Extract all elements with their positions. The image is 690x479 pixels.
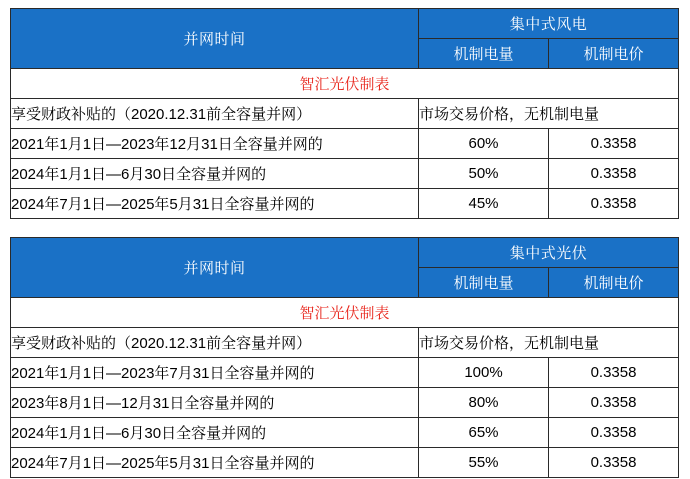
row-price: 0.3358 bbox=[549, 448, 679, 478]
row-price: 0.3358 bbox=[549, 388, 679, 418]
row-time: 2024年7月1日—2025年5月31日全容量并网的 bbox=[11, 448, 419, 478]
header-grid-time: 并网时间 bbox=[11, 238, 419, 298]
table-row bbox=[11, 358, 679, 388]
subheader-mechanism-price: 机制电价 bbox=[549, 268, 679, 298]
table-row bbox=[11, 189, 679, 219]
row-price: 0.3358 bbox=[549, 189, 679, 219]
row-quantity: 100% bbox=[419, 358, 549, 388]
row-price: 0.3358 bbox=[549, 159, 679, 189]
row-price: 0.3358 bbox=[549, 358, 679, 388]
row-time: 2024年1月1日—6月30日全容量并网的 bbox=[11, 159, 419, 189]
row-time: 2024年1月1日—6月30日全容量并网的 bbox=[11, 418, 419, 448]
subheader-mechanism-quantity: 机制电量 bbox=[419, 39, 549, 69]
table-row bbox=[11, 99, 679, 129]
row-time: 2021年1月1日—2023年12月31日全容量并网的 bbox=[11, 129, 419, 159]
subheader-mechanism-price: 机制电价 bbox=[549, 39, 679, 69]
row-time: 享受财政补贴的（2020.12.31前全容量并网） bbox=[11, 99, 419, 129]
row-quantity: 45% bbox=[419, 189, 549, 219]
row-price: 0.3358 bbox=[549, 418, 679, 448]
header-category: 集中式光伏 bbox=[419, 238, 679, 268]
table-row bbox=[11, 418, 679, 448]
row-time: 2021年1月1日—2023年7月31日全容量并网的 bbox=[11, 358, 419, 388]
table-row bbox=[11, 159, 679, 189]
notice-label: 智汇光伏制表 bbox=[11, 69, 679, 99]
table-centralized-wind bbox=[10, 8, 679, 219]
header-category: 集中式风电 bbox=[419, 9, 679, 39]
table-header-row bbox=[11, 238, 679, 268]
table-row bbox=[11, 129, 679, 159]
row-time: 2024年7月1日—2025年5月31日全容量并网的 bbox=[11, 189, 419, 219]
row-note: 市场交易价格，无机制电量 bbox=[419, 99, 679, 129]
row-time: 享受财政补贴的（2020.12.31前全容量并网） bbox=[11, 328, 419, 358]
row-quantity: 50% bbox=[419, 159, 549, 189]
row-price: 0.3358 bbox=[549, 129, 679, 159]
table-row bbox=[11, 448, 679, 478]
table-row bbox=[11, 388, 679, 418]
notice-label: 智汇光伏制表 bbox=[11, 298, 679, 328]
subheader-mechanism-quantity: 机制电量 bbox=[419, 268, 549, 298]
row-quantity: 55% bbox=[419, 448, 549, 478]
row-quantity: 65% bbox=[419, 418, 549, 448]
table-notice-row bbox=[11, 69, 679, 99]
table-header-row bbox=[11, 9, 679, 39]
row-time: 2023年8月1日—12月31日全容量并网的 bbox=[11, 388, 419, 418]
table-notice-row bbox=[11, 298, 679, 328]
table-row bbox=[11, 328, 679, 358]
header-grid-time: 并网时间 bbox=[11, 9, 419, 69]
table-centralized-pv bbox=[10, 237, 679, 478]
row-quantity: 60% bbox=[419, 129, 549, 159]
row-quantity: 80% bbox=[419, 388, 549, 418]
row-note: 市场交易价格，无机制电量 bbox=[419, 328, 679, 358]
